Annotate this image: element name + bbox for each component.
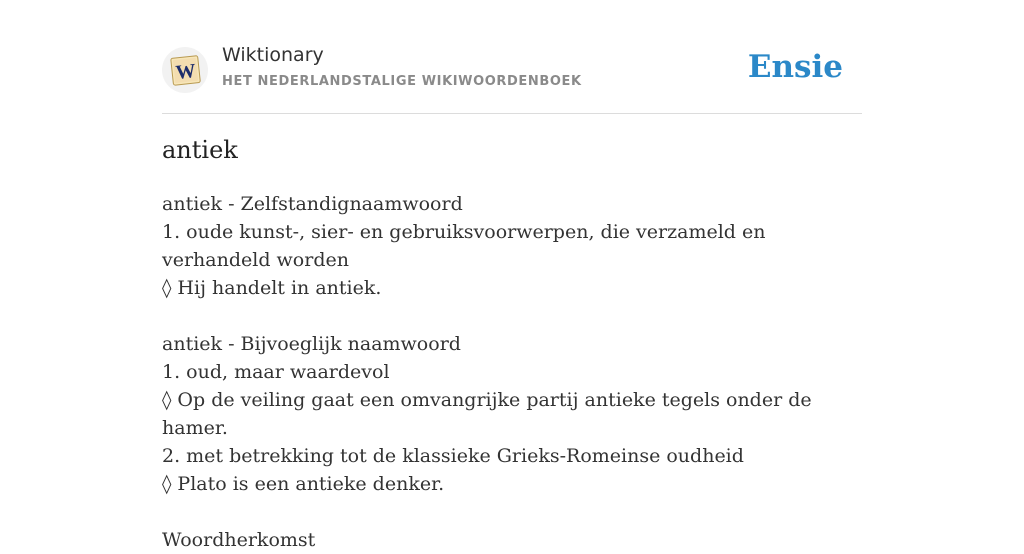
adjective-example-1: ◊ Op de veiling gaat een omvangrijke partij antieke tegels onder de hamer. xyxy=(162,389,812,439)
section-spacer xyxy=(162,498,862,526)
etymology-heading: Woordherkomst xyxy=(162,529,316,551)
page-title: antiek xyxy=(162,136,238,164)
adjective-definition-2: 2. met betrekking tot de klassieke Grieks-Romeinse oudheid xyxy=(162,445,744,467)
section-spacer xyxy=(162,302,862,330)
ensie-brand-logo[interactable]: Ensie xyxy=(747,49,843,85)
logo-letter: W xyxy=(174,59,197,84)
site-header xyxy=(162,0,862,114)
adjective-definition-1: 1. oud, maar waardevol xyxy=(162,361,390,383)
noun-example-1: ◊ Hij handelt in antiek. xyxy=(162,277,382,299)
adjective-heading: antiek - Bijvoeglijk naamwoord xyxy=(162,333,461,355)
entry-content xyxy=(162,190,862,554)
site-name[interactable]: Wiktionary xyxy=(222,44,324,66)
adjective-example-2: ◊ Plato is een antieke denker. xyxy=(162,473,445,495)
site-tagline: HET NEDERLANDSTALIGE WIKIWOORDENBOEK xyxy=(222,74,582,89)
noun-definition-1: 1. oude kunst-, sier- en gebruiksvoorwerpen, die verzameld en verhandeld worden xyxy=(162,221,766,271)
noun-heading: antiek - Zelfstandignaamwoord xyxy=(162,193,463,215)
wiktionary-logo-icon[interactable] xyxy=(162,47,208,93)
